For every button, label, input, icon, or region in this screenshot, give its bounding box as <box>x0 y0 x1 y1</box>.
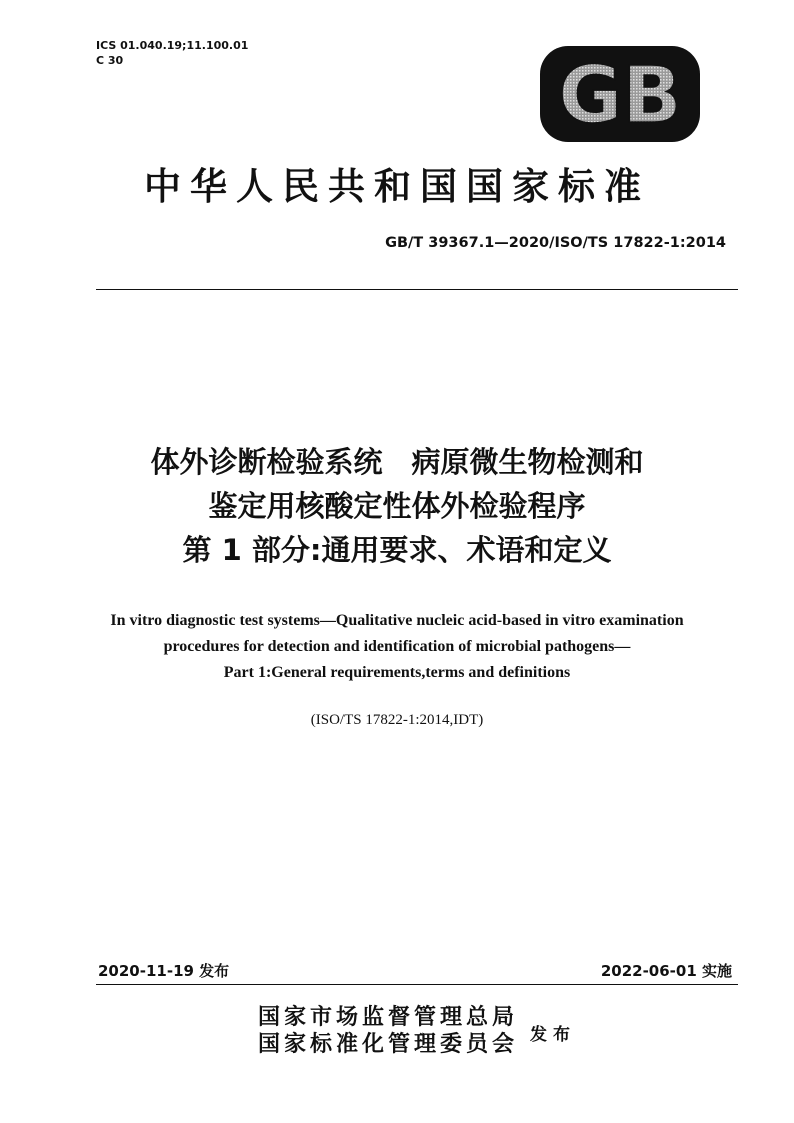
equivalence-note: (ISO/TS 17822-1:2014,IDT) <box>310 712 484 728</box>
issuer-sac: 国家标准化管理委员会 <box>258 1031 519 1057</box>
chinese-title <box>0 440 794 572</box>
effective-date: 2022-06-01 实施 <box>600 962 732 980</box>
classification-codes <box>96 38 248 68</box>
gb-logo <box>540 46 700 142</box>
issuer-samr: 国家市场监督管理总局 <box>258 1004 519 1030</box>
chinese-title-line1: 体外诊断检验系统 病原微生物检测和 <box>150 445 644 479</box>
standard-number: GB/T 39367.1—2020/ISO/TS 17822-1:2014 <box>385 235 726 251</box>
ccs-code: C 30 <box>96 54 124 67</box>
english-title-line2: procedures for detection and identification of microbial pathogens— <box>163 638 631 655</box>
top-divider <box>96 289 738 290</box>
chinese-title-line2: 鉴定用核酸定性体外检验程序 <box>208 489 586 523</box>
english-title <box>0 608 794 686</box>
publish-label: 发布 <box>530 1025 576 1045</box>
issue-date: 2020-11-19 发布 <box>98 962 230 980</box>
english-title-line3: Part 1:General requirements,terms and definitions <box>223 664 571 681</box>
chinese-title-line3: 第 1 部分:通用要求、术语和定义 <box>182 533 612 567</box>
bottom-divider <box>96 984 738 985</box>
gb-logo-text: GB <box>558 51 682 141</box>
english-title-line1: In vitro diagnostic test systems—Qualitative nucleic acid-based in vitro examination <box>110 612 684 629</box>
issuing-organizations <box>258 1004 518 1058</box>
standard-type: 中华人民共和国国家标准 <box>144 164 650 208</box>
ics-code: ICS 01.040.19;11.100.01 <box>96 39 249 52</box>
